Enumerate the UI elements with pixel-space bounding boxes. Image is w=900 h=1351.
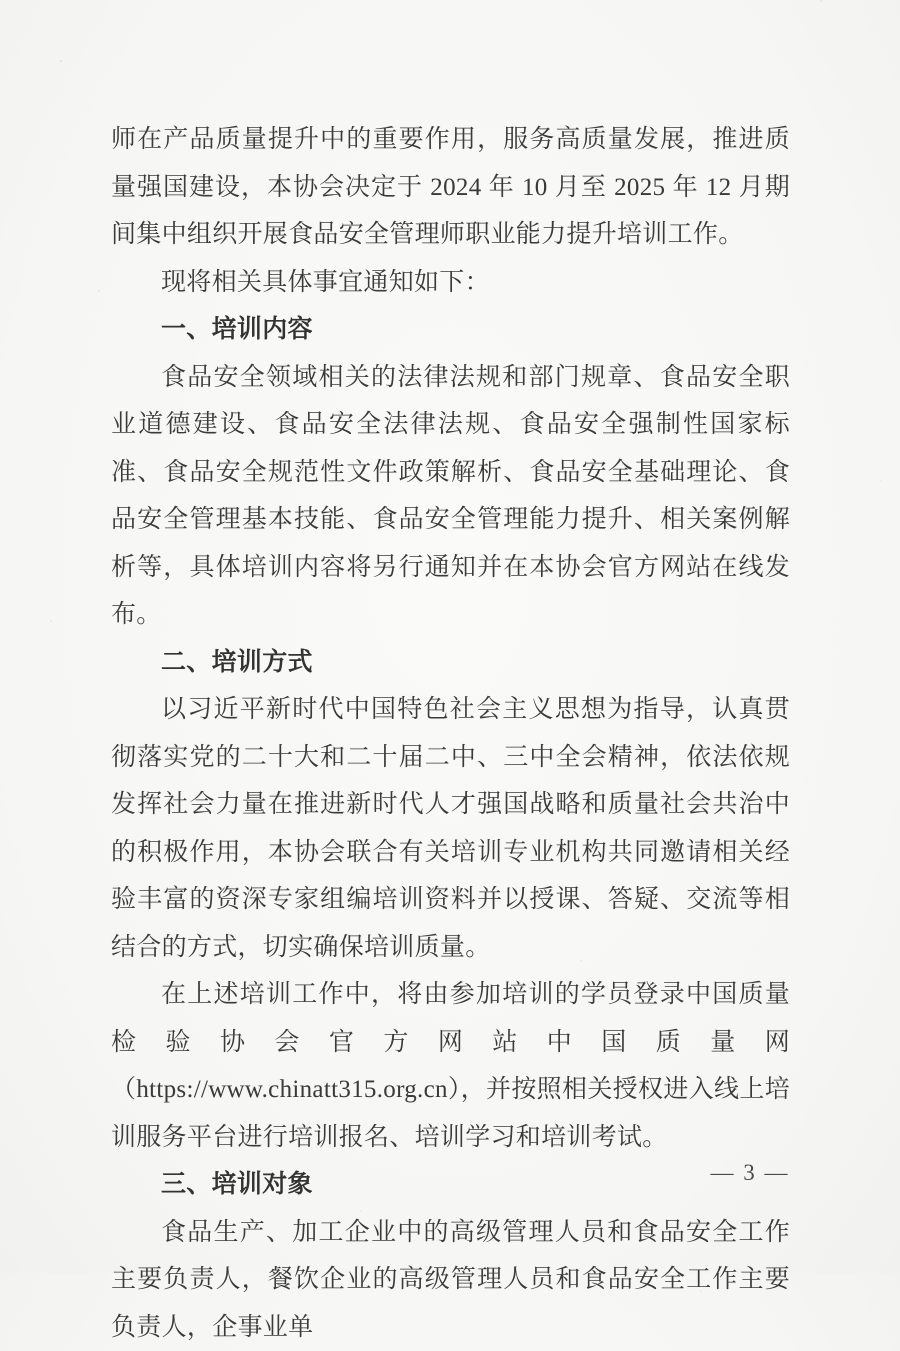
paragraph-intro: 现将相关具体事宜通知如下： bbox=[111, 259, 790, 307]
page-number: — 3 — bbox=[700, 1160, 800, 1186]
document-body bbox=[111, 116, 790, 1351]
paragraph-continued: 师在产品质量提升中的重要作用，服务高质量发展，推进质量强国建设，本协会决定于 2024 年 10 月至 2025 年 12 月期间集中组织开展食品安全管理师职业能力提升培训工作。 bbox=[111, 116, 790, 259]
paragraph-training-audience: 食品生产、加工企业中的高级管理人员和食品安全工作主要负责人，餐饮企业的高级管理人员和食品安全工作主要负责人，企事业单 bbox=[111, 1209, 790, 1351]
paragraph-training-content: 食品安全领域相关的法律法规和部门规章、食品安全职业道德建设、食品安全法律法规、食品安全强制性国家标准、食品安全规范性文件政策解析、食品安全基础理论、食品安全管理基本技能、食品安全管理能力提升、相关案例解析等，具体培训内容将另行通知并在本协会官方网站在线发布。 bbox=[111, 354, 790, 639]
scan-noise bbox=[60, 60, 62, 62]
section-heading-2: 二、培训方式 bbox=[111, 639, 790, 687]
section-heading-1: 一、培训内容 bbox=[111, 306, 790, 354]
section-heading-3: 三、培训对象 bbox=[111, 1161, 790, 1209]
paragraph-website-platform: 在上述培训工作中，将由参加培训的学员登录中国质量检验协会官方网站中国质量网（https://www.chinatt315.org.cn），并按照相关授权进入线上培训服务平台进行培训报名、培训学习和培训考试。 bbox=[111, 971, 790, 1161]
paragraph-training-method: 以习近平新时代中国特色社会主义思想为指导，认真贯彻落实党的二十大和二十届二中、三中全会精神，依法依规发挥社会力量在推进新时代人才强国战略和质量社会共治中的积极作用，本协会联合有关培训专业机构共同邀请相关经验丰富的资深专家组编培训资料并以授课、答疑、交流等相结合的方式，切实确保培训质量。 bbox=[111, 686, 790, 971]
